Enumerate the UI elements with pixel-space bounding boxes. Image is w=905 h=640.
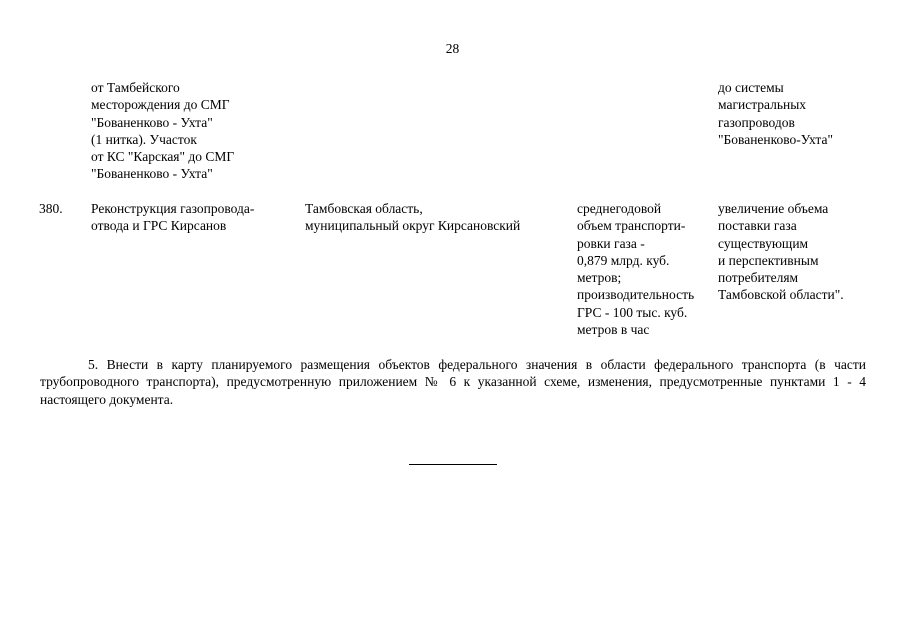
- row-380-location: Тамбовская область, муниципальный округ Кирсановский: [305, 201, 521, 234]
- continuation-object-name: от Тамбейского месторождения до СМГ "Бованенково - Ухта" (1 нитка). Участок от КС "Карская" до СМГ "Бованенково - Ухта": [91, 80, 235, 182]
- row-380-characteristics: среднегодовой объем транспорти- ровки газа - 0,879 млрд. куб. метров; производительность ГРС - 100 тыс. куб. метров в час: [577, 201, 695, 338]
- row-380-purpose: увеличение объема поставки газа существующим и перспективным потребителям Тамбовской области".: [718, 201, 844, 303]
- row-380-number: 380.: [39, 201, 63, 216]
- page-number: 28: [445, 41, 460, 56]
- end-divider: [409, 464, 497, 465]
- row-380-object-name: Реконструкция газопровода- отвода и ГРС Кирсанов: [91, 201, 255, 234]
- continuation-object-purpose: до системы магистральных газопроводов "Бованенково-Ухта": [718, 80, 833, 147]
- paragraph-5: 5. Внести в карту планируемого размещения объектов федерального значения в области федерального транспорта (в части трубопроводного транспорта), предусмотренную приложением № 6 к указанной схеме, изменения, предусмотренные пунктами 1 - 4 настоящего документа.: [40, 357, 866, 407]
